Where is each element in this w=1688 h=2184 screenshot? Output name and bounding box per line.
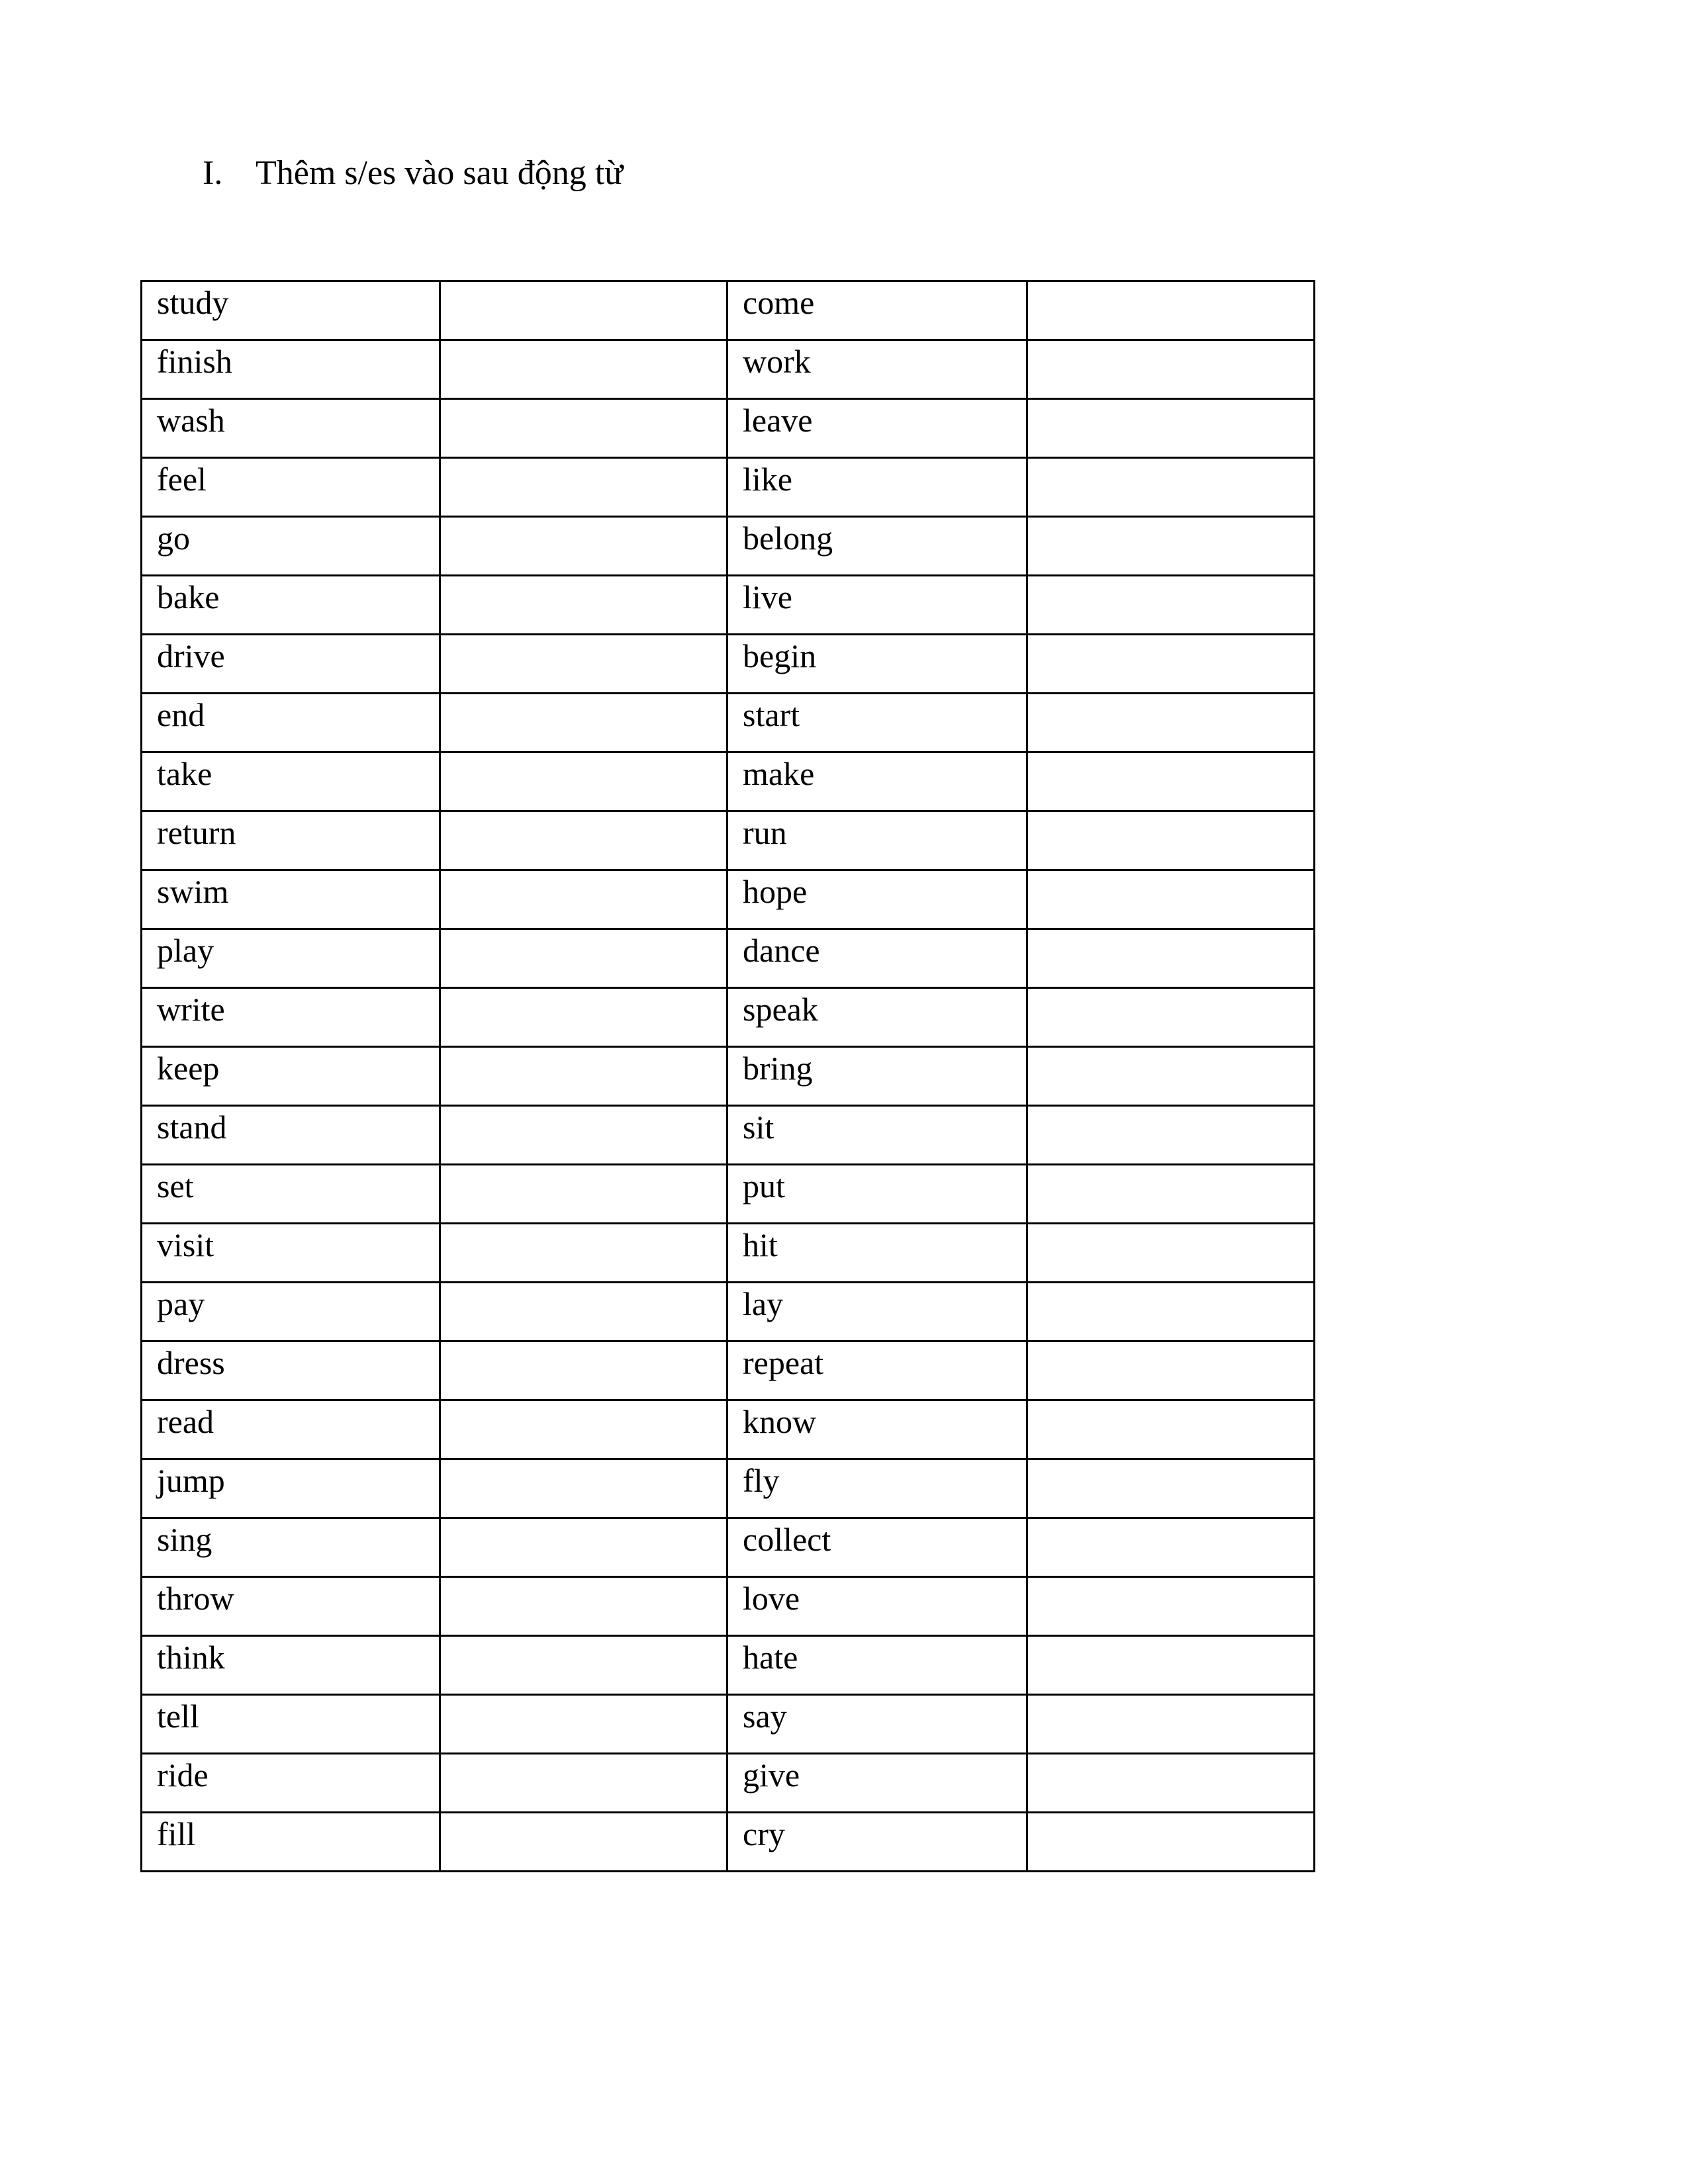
verb-cell-left: set: [142, 1165, 440, 1224]
answer-cell-right[interactable]: [1027, 1400, 1315, 1459]
table-row: [142, 1459, 1315, 1518]
verb-cell-left: fill: [142, 1813, 440, 1872]
verb-cell-right: cry: [727, 1813, 1027, 1872]
verb-cell-left: write: [142, 988, 440, 1047]
answer-cell-right[interactable]: [1027, 1283, 1315, 1342]
verb-cell-right: leave: [727, 399, 1027, 458]
answer-cell-left[interactable]: [440, 988, 727, 1047]
answer-cell-right[interactable]: [1027, 1047, 1315, 1106]
verb-cell-left: read: [142, 1400, 440, 1459]
table-row: [142, 1577, 1315, 1636]
verb-cell-left: keep: [142, 1047, 440, 1106]
verb-cell-right: hope: [727, 870, 1027, 929]
answer-cell-right[interactable]: [1027, 1106, 1315, 1165]
answer-cell-right[interactable]: [1027, 1518, 1315, 1577]
verb-cell-right: run: [727, 811, 1027, 870]
answer-cell-right[interactable]: [1027, 1165, 1315, 1224]
verb-cell-left: go: [142, 517, 440, 576]
verb-cell-left: tell: [142, 1695, 440, 1754]
answer-cell-left[interactable]: [440, 576, 727, 635]
answer-cell-left[interactable]: [440, 1106, 727, 1165]
answer-cell-right[interactable]: [1027, 752, 1315, 811]
table-row: [142, 517, 1315, 576]
table-row: [142, 929, 1315, 988]
verb-cell-left: pay: [142, 1283, 440, 1342]
table-row: [142, 458, 1315, 517]
table-row: [142, 752, 1315, 811]
answer-cell-right[interactable]: [1027, 1577, 1315, 1636]
verb-cell-left: stand: [142, 1106, 440, 1165]
table-row: [142, 1518, 1315, 1577]
table-row: [142, 988, 1315, 1047]
answer-cell-left[interactable]: [440, 1224, 727, 1283]
answer-cell-left[interactable]: [440, 1577, 727, 1636]
verb-cell-right: love: [727, 1577, 1027, 1636]
answer-cell-right[interactable]: [1027, 1813, 1315, 1872]
table-row: [142, 811, 1315, 870]
answer-cell-left[interactable]: [440, 752, 727, 811]
table-row: [142, 1342, 1315, 1400]
answer-cell-left[interactable]: [440, 1342, 727, 1400]
verb-cell-left: take: [142, 752, 440, 811]
verb-cell-right: say: [727, 1695, 1027, 1754]
answer-cell-right[interactable]: [1027, 1224, 1315, 1283]
answer-cell-left[interactable]: [440, 694, 727, 752]
answer-cell-right[interactable]: [1027, 281, 1315, 340]
verb-cell-left: wash: [142, 399, 440, 458]
verb-table-body: [142, 281, 1315, 1872]
verb-cell-right: repeat: [727, 1342, 1027, 1400]
answer-cell-right[interactable]: [1027, 811, 1315, 870]
answer-cell-left[interactable]: [440, 1813, 727, 1872]
answer-cell-right[interactable]: [1027, 340, 1315, 399]
answer-cell-right[interactable]: [1027, 1695, 1315, 1754]
verb-cell-left: play: [142, 929, 440, 988]
table-row: [142, 399, 1315, 458]
answer-cell-left[interactable]: [440, 1047, 727, 1106]
verb-cell-right: hate: [727, 1636, 1027, 1695]
table-row: [142, 1283, 1315, 1342]
verb-cell-right: bring: [727, 1047, 1027, 1106]
answer-cell-left[interactable]: [440, 870, 727, 929]
answer-cell-right[interactable]: [1027, 517, 1315, 576]
verb-cell-left: sing: [142, 1518, 440, 1577]
verb-cell-right: fly: [727, 1459, 1027, 1518]
verb-cell-left: return: [142, 811, 440, 870]
verb-cell-right: speak: [727, 988, 1027, 1047]
verb-cell-right: collect: [727, 1518, 1027, 1577]
answer-cell-left[interactable]: [440, 1695, 727, 1754]
answer-cell-left[interactable]: [440, 1518, 727, 1577]
answer-cell-left[interactable]: [440, 635, 727, 694]
verb-cell-right: lay: [727, 1283, 1027, 1342]
answer-cell-left[interactable]: [440, 281, 727, 340]
answer-cell-right[interactable]: [1027, 399, 1315, 458]
table-row: [142, 635, 1315, 694]
table-row: [142, 1636, 1315, 1695]
verb-cell-left: study: [142, 281, 440, 340]
table-row: [142, 1224, 1315, 1283]
table-row: [142, 340, 1315, 399]
answer-cell-right[interactable]: [1027, 694, 1315, 752]
answer-cell-left[interactable]: [440, 811, 727, 870]
table-row: [142, 281, 1315, 340]
answer-cell-left[interactable]: [440, 1400, 727, 1459]
verb-cell-left: finish: [142, 340, 440, 399]
verb-cell-left: feel: [142, 458, 440, 517]
answer-cell-right[interactable]: [1027, 870, 1315, 929]
answer-cell-right[interactable]: [1027, 1636, 1315, 1695]
table-row: [142, 694, 1315, 752]
section-number: I.: [203, 154, 223, 192]
answer-cell-left[interactable]: [440, 929, 727, 988]
answer-cell-left[interactable]: [440, 458, 727, 517]
verb-cell-left: visit: [142, 1224, 440, 1283]
answer-cell-right[interactable]: [1027, 458, 1315, 517]
table-row: [142, 1165, 1315, 1224]
verb-cell-right: dance: [727, 929, 1027, 988]
answer-cell-right[interactable]: [1027, 988, 1315, 1047]
verb-cell-right: live: [727, 576, 1027, 635]
table-row: [142, 1047, 1315, 1106]
verb-cell-left: jump: [142, 1459, 440, 1518]
answer-cell-left[interactable]: [440, 1459, 727, 1518]
answer-cell-left[interactable]: [440, 1165, 727, 1224]
answer-cell-left[interactable]: [440, 1754, 727, 1813]
section-title: Thêm s/es vào sau động từ: [256, 154, 624, 192]
table-row: [142, 1695, 1315, 1754]
verb-cell-left: end: [142, 694, 440, 752]
answer-cell-left[interactable]: [440, 1636, 727, 1695]
verb-cell-right: belong: [727, 517, 1027, 576]
verb-cell-right: start: [727, 694, 1027, 752]
answer-cell-right[interactable]: [1027, 1342, 1315, 1400]
verb-cell-left: ride: [142, 1754, 440, 1813]
table-row: [142, 1106, 1315, 1165]
answer-cell-left[interactable]: [440, 1283, 727, 1342]
section-heading: [203, 154, 623, 193]
verb-cell-right: give: [727, 1754, 1027, 1813]
verb-cell-right: work: [727, 340, 1027, 399]
answer-cell-right[interactable]: [1027, 635, 1315, 694]
verb-cell-right: hit: [727, 1224, 1027, 1283]
answer-cell-left[interactable]: [440, 340, 727, 399]
verb-cell-left: dress: [142, 1342, 440, 1400]
verb-cell-left: drive: [142, 635, 440, 694]
verb-cell-right: begin: [727, 635, 1027, 694]
answer-cell-right[interactable]: [1027, 1754, 1315, 1813]
verb-cell-right: make: [727, 752, 1027, 811]
table-row: [142, 1754, 1315, 1813]
answer-cell-right[interactable]: [1027, 929, 1315, 988]
answer-cell-left[interactable]: [440, 517, 727, 576]
table-row: [142, 1813, 1315, 1872]
verb-cell-left: bake: [142, 576, 440, 635]
verb-cell-left: think: [142, 1636, 440, 1695]
table-row: [142, 1400, 1315, 1459]
table-row: [142, 870, 1315, 929]
verb-cell-right: know: [727, 1400, 1027, 1459]
answer-cell-left[interactable]: [440, 399, 727, 458]
verb-cell-right: come: [727, 281, 1027, 340]
table-row: [142, 576, 1315, 635]
verb-cell-right: like: [727, 458, 1027, 517]
answer-cell-right[interactable]: [1027, 576, 1315, 635]
verb-cell-left: throw: [142, 1577, 440, 1636]
verb-table: [140, 280, 1315, 1872]
answer-cell-right[interactable]: [1027, 1459, 1315, 1518]
verb-cell-right: sit: [727, 1106, 1027, 1165]
verb-cell-left: swim: [142, 870, 440, 929]
verb-cell-right: put: [727, 1165, 1027, 1224]
